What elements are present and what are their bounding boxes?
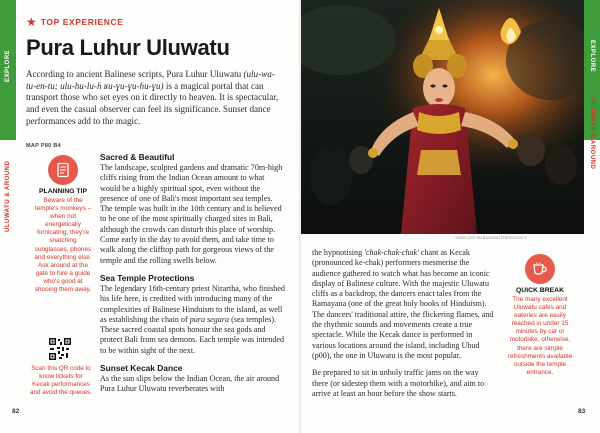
section-body-kecak: As the sun slips below the Indian Ocean, the air around Pura Luhur Uluwatu reverberates with: [100, 374, 280, 394]
intro-part1: According to ancient Balinese scripts, Pura Luhur Uluwatu: [26, 69, 242, 79]
quick-break-title: QUICK BREAK: [516, 287, 564, 294]
qr-caption: Scan this QR code to know tickets for Kecak performances and avoid the queues.: [30, 365, 92, 396]
kecak-text-1: the hypnotising: [312, 248, 363, 257]
left-edge-tab: [0, 0, 16, 140]
notepad-icon: [48, 155, 78, 185]
section-body-sea-temple: [100, 284, 286, 356]
sea-temple-text-a: The legendary 16th-century priest Nirartha, who finished his life here, is credited with introducing many of the complexities of Balinese Hinduism to the island, as well as establishing the chain of: [100, 283, 285, 324]
right-side-label: ULUWATU & AROUND: [589, 98, 595, 170]
star-icon: ★: [26, 15, 37, 29]
article-left-column: [100, 152, 286, 402]
section-body-sacred: The landscape, sculpted gardens and dramatic 70m-high cliffs rising from the Indian Ocean amount to what would be a highly spiritual spot, even without the presence of one of Bali's most important sea temples. The temple was built in the 10th century and is believed to be one of the most spiritually charged sites in Bali, although the crowds can disturb this place of worship. Come early in the day to avoid them, and take time to walk along the clifftop path for gorgeous views of the temple and the rolling swells below.: [100, 163, 283, 265]
sea-temple-text-b: (sea temples). These sacred coastal spots honour the sea gods and protect Bali from sea demons. Each temple was intended to be within sight of the next.: [100, 314, 285, 355]
photo-credit: YOUR LIFE ON BALI/SHUTTERSTOCK ©: [455, 236, 527, 240]
intro-part2: is a magical portal that can transport those who set eyes on it directly to heaven. It is spectacular, and even the casual observer can feel its significance. Sunset dance performances add to the magic.: [26, 80, 279, 126]
quick-break-text: The many excellent Uluwatu cafes and eateries are easily reached in under 15 minutes by car or motorbike, otherwise, there are simple refreshments available outside the temple entrance.: [507, 296, 573, 376]
section-heading-sacred: Sacred & Beautiful: [100, 152, 175, 162]
kecak-text-2: chant as Kecak (pronounced ke-chak) performers mesmerise the audience gathered to watch what has become an iconic display of Balinese culture. With the majestic Uluwatu cliffs as a backdrop, the dancers enact tales from the Ramayana (one of the great holy books of Hinduism). The dancers' traditional attire, the flickering flames, and the rhythmic sounds and movements create a true spectacle. While the Kecak dance is performed in various locations around the island, including Ubud (p00), the one in Uluwatu is the most popular.: [312, 248, 494, 360]
right-edge-tab-label: EXPLORE: [589, 40, 595, 73]
map-reference: MAP P80 B4: [26, 143, 61, 149]
cup-icon: [525, 254, 555, 284]
intro-phonetic: (ulu-wa-tu-en-tu; ulu-hu-lu-ɦ ʁu-ɣu-ɣu-ɦu-ɣu): [26, 69, 275, 91]
planning-tip-title: PLANNING TIP: [39, 188, 87, 195]
intro-paragraph: [26, 69, 284, 128]
left-side-label: ULUWATU & AROUND: [5, 160, 11, 232]
sea-temple-italic: pura segara: [189, 314, 230, 324]
planning-tip-text: Beware of the temple's monkeys – when not energetically fornicating, they're snatching sunglasses, phones and everything else. Ask around at the gate to hire a guide who's good at shooing them away.: [34, 197, 92, 294]
section-heading-kecak: Sunset Kecak Dance: [100, 363, 183, 374]
article-right-column: [312, 248, 494, 399]
page-title: Pura Luhur Uluwatu: [26, 35, 230, 60]
section-label: TOP EXPERIENCE: [40, 17, 124, 27]
left-edge-tab-label: EXPLORE: [5, 49, 11, 82]
section-heading-sea-temple: Sea Temple Protections: [100, 272, 195, 283]
kecak-chant-italic: 'chak-chak-chak': [364, 248, 419, 257]
kecak-dancer-photo: [301, 0, 584, 234]
quick-break: [503, 254, 577, 377]
page-number-right: 83: [578, 408, 586, 415]
page-number-left: 82: [12, 408, 20, 415]
planning-tip: [34, 155, 92, 294]
qr-code-icon[interactable]: [47, 336, 73, 362]
kecak-paragraph: [312, 248, 494, 361]
top-experience-header: [26, 16, 124, 28]
traffic-paragraph: Be prepared to sit in unholy traffic jams on the way there (or sidestep them with a motorbike), and aim to arrive at least an hour before the show starts.: [312, 368, 485, 398]
